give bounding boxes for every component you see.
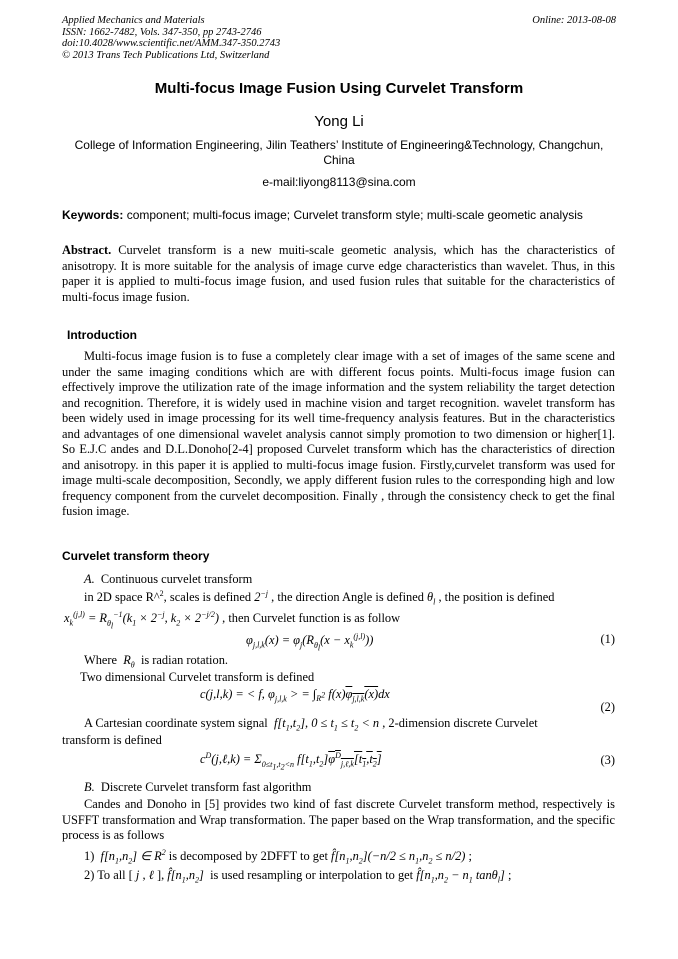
candes-paragraph: Candes and Donoho in [5] provides two kind of fast discrete Curvelet transform method, respectively is USFFT transformation and Wrap transformation. The paper based on the Wrap transformation, and the specific process is as follows [62, 797, 615, 842]
where-line: Where $R_\theta$ is radian rotation. [84, 653, 228, 670]
theory-line-1a: in 2D space R^ [84, 590, 160, 605]
affiliation: College of Information Engineering, Jilin Teathers’ Institute of Engineering&Technology, Changchun, China [74, 138, 604, 167]
issn: ISSN: 1662-7482, Vols. 347-350, pp 2743-2746 [62, 26, 262, 38]
step-2: 2) To all [ j , ℓ ], $f̂[n_1,n_2]$ is used resampling or interpolation to get $f̂[n_1,n_2 - n_1$ tanθ$_l$] ; [84, 868, 512, 885]
where-label: Where [84, 653, 118, 667]
keywords [62, 208, 622, 222]
theory-line-2-tail: , then Curvelet function is as follow [222, 611, 401, 626]
cartesian-line: A Cartesian coordinate system signal $f[t_1,t_2]$, $0 \le t_1 \le t_2 < n$ , 2-dimension discrete Curvelet [84, 716, 538, 733]
subsection-a [84, 572, 252, 587]
step-2-bracket: ], [156, 868, 165, 882]
cartesian-b: , 2-dimension discrete Curvelet [382, 716, 538, 730]
step-2-end: ; [507, 868, 512, 882]
step-1: 1) $f[n_1,n_2]$ ∈ $R^2$ is decomposed by 2DFFT to get $f̂[n_1,n_2](-n/2 \le n_1,n_2 \le n/2)$ ; [84, 848, 472, 866]
paper-title: Multi-focus Image Fusion Using Curvelet Transform [154, 80, 524, 97]
theory-line-1c: , the direction Angle is defined [271, 590, 424, 605]
equation-1: $\varphi_{j,l,k}(x) = \varphi_j(R_{\theta_l}(x - x_k^{(j,l)}))$ [246, 632, 374, 653]
step-1-text: is decomposed by 2DFFT to get [168, 849, 328, 864]
equation-3-number: (3) [600, 753, 615, 767]
where-tail: is radian rotation. [140, 653, 228, 667]
doi: doi:10.4028/www.scientific.net/AMM.347-350.2743 [62, 38, 281, 49]
equation-3: $c^D(j,\ell,k) = \Sigma_{0\le t_1,t_2<n}$ $f[t_1,t_2]\varphi^D_{j,\ell,k}[t_1,t_2]$ [200, 751, 382, 772]
theory-line-1d: , the position is defined [438, 590, 555, 605]
subsection-a-letter: A. [84, 572, 95, 586]
step-1-end: ; [468, 849, 472, 864]
author-name: Yong Li [314, 113, 364, 130]
journal-header [62, 15, 280, 61]
theory-line-2: $x_k^{(j,l)} = R_{\theta_l}^{-1}(k_1 \times 2^{-j}$, $k_2 \times 2^{-j/2}$) , then Curvelet function is as follow [64, 610, 401, 631]
step-2-text: is used resampling or interpolation to get [210, 868, 414, 882]
theory-line-1b: , scales is defined [163, 590, 252, 605]
subsection-b-letter: B. [84, 780, 95, 794]
intro-paragraph: Multi-focus image fusion is to fuse a completely clear image with a set of images of the same scene and under the same imaging conditions which are with different focus points. Multi-focus image fusion can effectively improve the utilization rate of the image information and the system reliability the target detection and recognition. Therefore, it is widely used in machine vision and target recognition. wavelet transform has been widely used in image processing for its well time-frequency analysis features. But in the characteristics and advantages of one dimensional wavelet analysis cannot simply promotion to two dimension or higher[1]. So E.J.C andes and D.L.Donoho[2-4] proposed Curvelet transform which has the characteristics of direction and anisotropy. in this paper it is applied to multi-focus image fusion. Firstly,curvelet transform was used for image multi-scale decomposition, Secondly, we apply different fusion rules to the corresponding high and low frequency component from the curvelet decomposition. Finally , through the consistency check to get the final fusion image. [62, 349, 615, 518]
abstract [62, 243, 615, 305]
journal-name: Applied Mechanics and Materials [62, 15, 205, 26]
subsection-b [84, 780, 311, 795]
subsection-a-title: Continuous curvelet transform [100, 572, 253, 586]
step-1-num: 1) [84, 849, 95, 864]
intro-heading: Introduction [67, 328, 137, 342]
abstract-text: Curvelet transform is a new muiti-scale geometic analysis, which has the characteristics of anisotropy. It is more suitable for the analysis of image curve edge characteristics than wavelet. Thus, in this paper it is applied to multi-focus image fusion, and used fusion rules that suitable for the characteristics of multi-focus image fusion. [62, 243, 615, 304]
author-email: e-mail:liyong8113@sina.com [262, 175, 416, 189]
equation-1-number: (1) [600, 632, 615, 646]
abstract-label: Abstract. [62, 243, 112, 257]
cartesian-cont: transform is defined [62, 733, 162, 747]
equation-2: c(j,l,k) = < f, $\varphi_{j,l,k}$ > = $\int_{R^2}$ $f(x)\varphi_{j,l,k}(x)dx$ [200, 687, 390, 704]
equation-2-number: (2) [600, 700, 615, 714]
keywords-text: component; multi-focus image; Curvelet transform style; multi-scale geometic analysis [126, 208, 583, 222]
copyright: © 2013 Trans Tech Publications Ltd, Switzerland [62, 49, 270, 61]
theory-heading: Curvelet transform theory [62, 549, 210, 563]
cartesian-a: A Cartesian coordinate system signal [84, 716, 268, 730]
theory-line-1: in 2D space R^$^2$, scales is defined $2^{-j}$ , the direction Angle is defined $\theta_l$ , the position is defined [84, 589, 555, 607]
subsection-b-title: Discrete Curvelet transform fast algorithm [100, 780, 312, 794]
two-dim-line: Two dimensional Curvelet transform is defined [80, 670, 315, 684]
step-2-num: 2) To all [ [84, 868, 133, 882]
online-date: Online: 2013-08-08 [532, 15, 616, 26]
keywords-label: Keywords: [62, 208, 124, 222]
